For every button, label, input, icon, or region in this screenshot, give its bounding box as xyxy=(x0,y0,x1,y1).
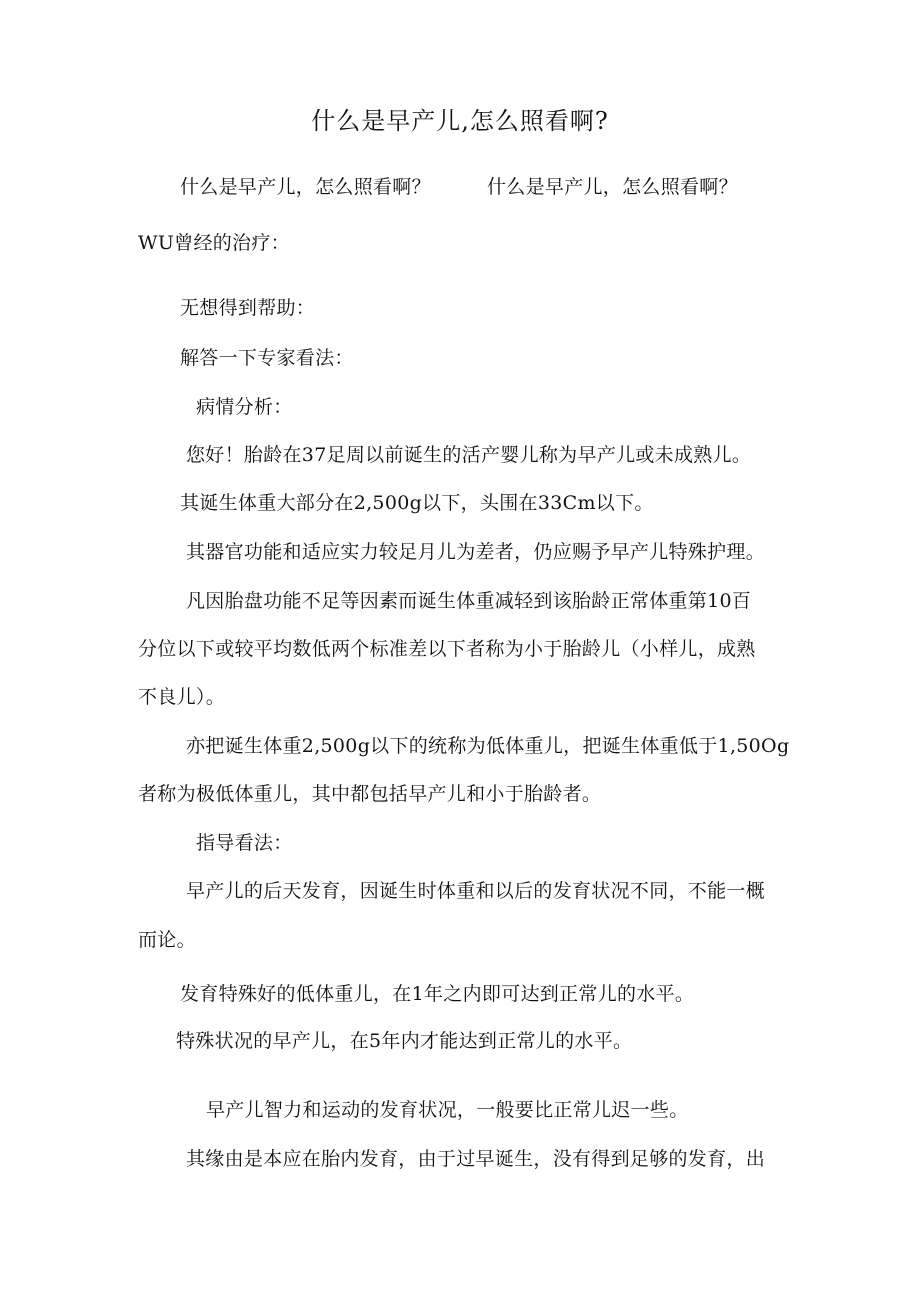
paragraph-line: 早产儿的后天发育，因诞生时体重和以后的发育状况不同，不能一概 xyxy=(186,880,766,902)
paragraph-line: 病情分析： xyxy=(196,396,293,418)
document-title: 什么是早产儿,怎么照看啊? xyxy=(311,107,609,135)
paragraph-line: 什么是早产儿，怎么照看啊？ xyxy=(487,176,738,198)
paragraph-line: 解答一下专家看法： xyxy=(180,347,354,369)
paragraph-line: 其器官功能和适应实力较足月儿为差者，仍应赐予早产儿特殊护理。 xyxy=(186,541,766,563)
paragraph-line: 特殊状况的早产儿，在5年内才能达到正常儿的水平。 xyxy=(176,1030,633,1052)
paragraph-line: 什么是早产儿，怎么照看啊？ xyxy=(180,176,431,198)
paragraph-line: 者称为极低体重儿，其中都包括早产儿和小于胎龄者。 xyxy=(138,783,602,805)
paragraph-line: 早产儿智力和运动的发育状况，一般要比正常儿迟一些。 xyxy=(206,1099,689,1121)
paragraph-line: WU曾经的治疗： xyxy=(138,232,290,254)
paragraph-line: 您好！胎龄在37足周以前诞生的活产婴儿称为早产儿或未成熟儿。 xyxy=(186,444,752,466)
paragraph-line: 其缘由是本应在胎内发育，由于过早诞生，没有得到足够的发育，出 xyxy=(186,1148,766,1170)
paragraph-line: 凡因胎盘功能不足等因素而诞生体重减轻到该胎龄正常体重第10百 xyxy=(186,590,752,612)
paragraph-line: 而论。 xyxy=(138,929,196,951)
paragraph-line: 不良儿）。 xyxy=(138,686,226,708)
paragraph-line: 发育特殊好的低体重儿，在1年之内即可达到正常儿的水平。 xyxy=(180,983,695,1005)
paragraph-line: 指导看法： xyxy=(196,832,293,854)
paragraph-line: 分位以下或较平均数低两个标准差以下者称为小于胎龄儿（小样儿，成熟 xyxy=(138,638,756,660)
paragraph-line: 其诞生体重大部分在2,500g以下，头围在33Cm以下。 xyxy=(180,492,654,514)
paragraph-line: 无想得到帮助： xyxy=(180,297,316,319)
paragraph-line: 亦把诞生体重2,500g以下的统称为低体重儿，把诞生体重低于1,50Og xyxy=(186,735,790,757)
